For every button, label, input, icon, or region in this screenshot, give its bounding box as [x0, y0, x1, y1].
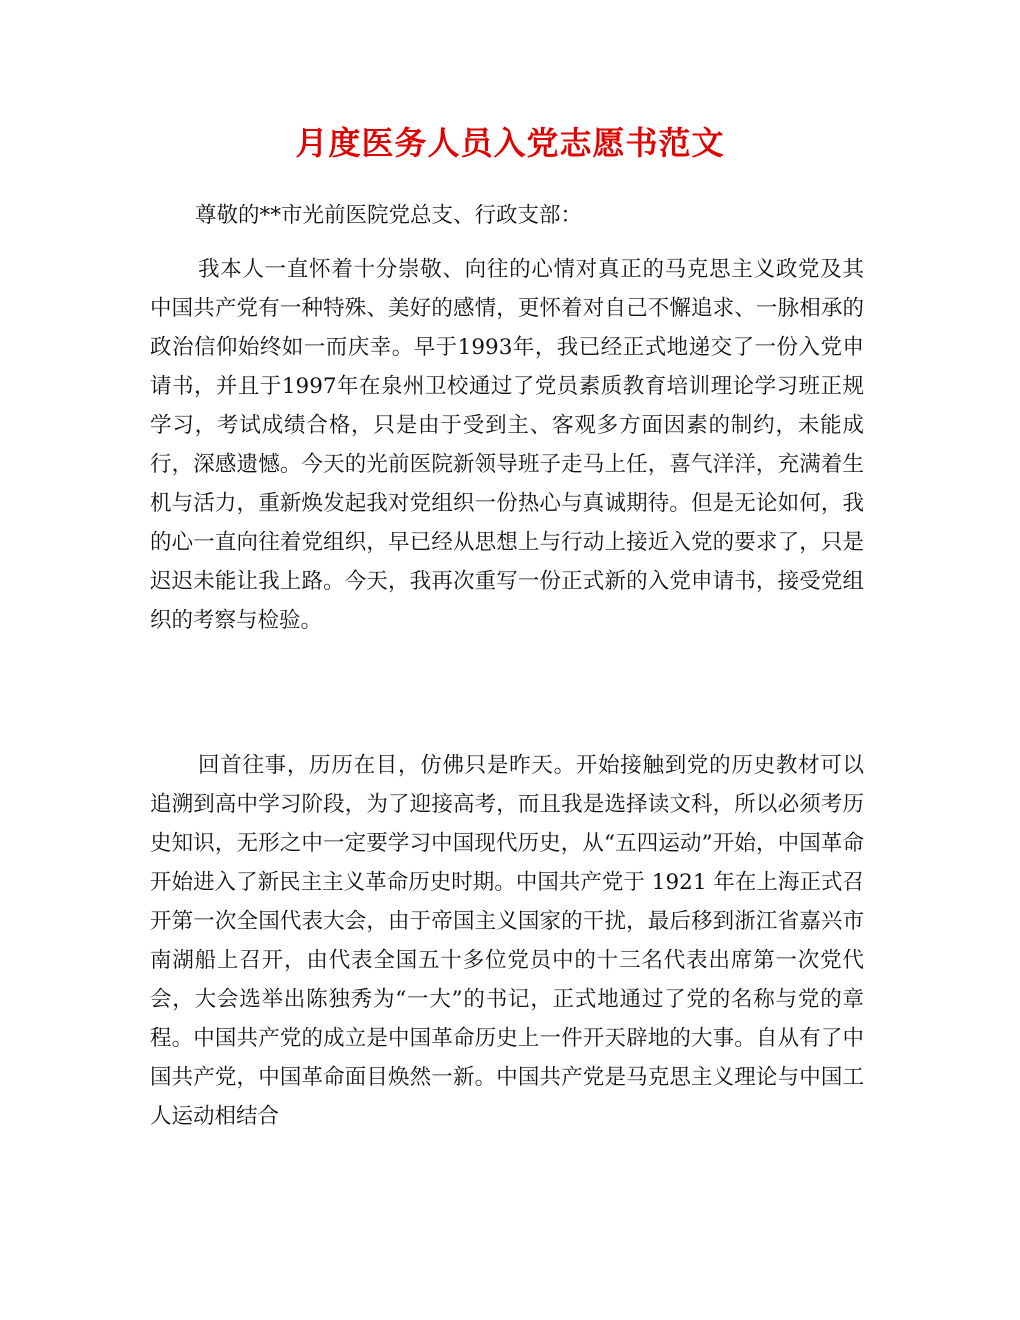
salutation: 尊敬的**市光前医院党总支、行政支部： [195, 203, 583, 228]
paragraph-1: 我本人一直怀着十分崇敬、向往的心情对真正的马克思主义政党及其中国共产党有一种特殊、美好的感情，更怀着对自己不懈追求、一脉相承的政治信仰始终如一而庆幸。早于1993年，我已经正式地递交了一份入党申请书，并且于1997年在泉州卫校通过了党员素质教育培训理论学习班正规学习，考试成绩合格，只是由于受到主、客观多方面因素的制约，未能成行，深感遗憾。今天的光前医院新领导班子走马上任，喜气洋洋，充满着生机与活力，重新焕发起我对党组织一份热心与真诚期待。但是无论如何，我的心一直向往着党组织，早已经从思想上与行动上接近入党的要求了，只是迟迟未能让我上路。今天，我再次重写一份正式新的入党申请书，接受党组织的考察与检验。 [150, 257, 864, 633]
paragraph-2: 回首往事，历历在目，仿佛只是昨天。开始接触到党的历史教材可以追溯到高中学习阶段，为了迎接高考，而且我是选择读文科，所以必须考历史知识，无形之中一定要学习中国现代历史，从“五四运动”开始，中国革命开始进入了新民主主义革命历史时期。中国共产党于 1921 年在上海正式召开第一次全国代表大会，由于帝国主义国家的干扰，最后移到浙江省嘉兴市南湖船上召开，由代表全国五十多位党员中的十三名代表出席第一次党代会，大会选举出陈独秀为“一大”的书记，正式地通过了党的名称与党的章程。中国共产党的成立是中国革命历史上一件开天辟地的大事。自从有了中国共产党，中国革命面目焕然一新。中国共产党是马克思主义理论与中国工人运动相结合 [150, 753, 864, 1129]
document-title: 月度医务人员入党志愿书范文 [295, 124, 725, 162]
